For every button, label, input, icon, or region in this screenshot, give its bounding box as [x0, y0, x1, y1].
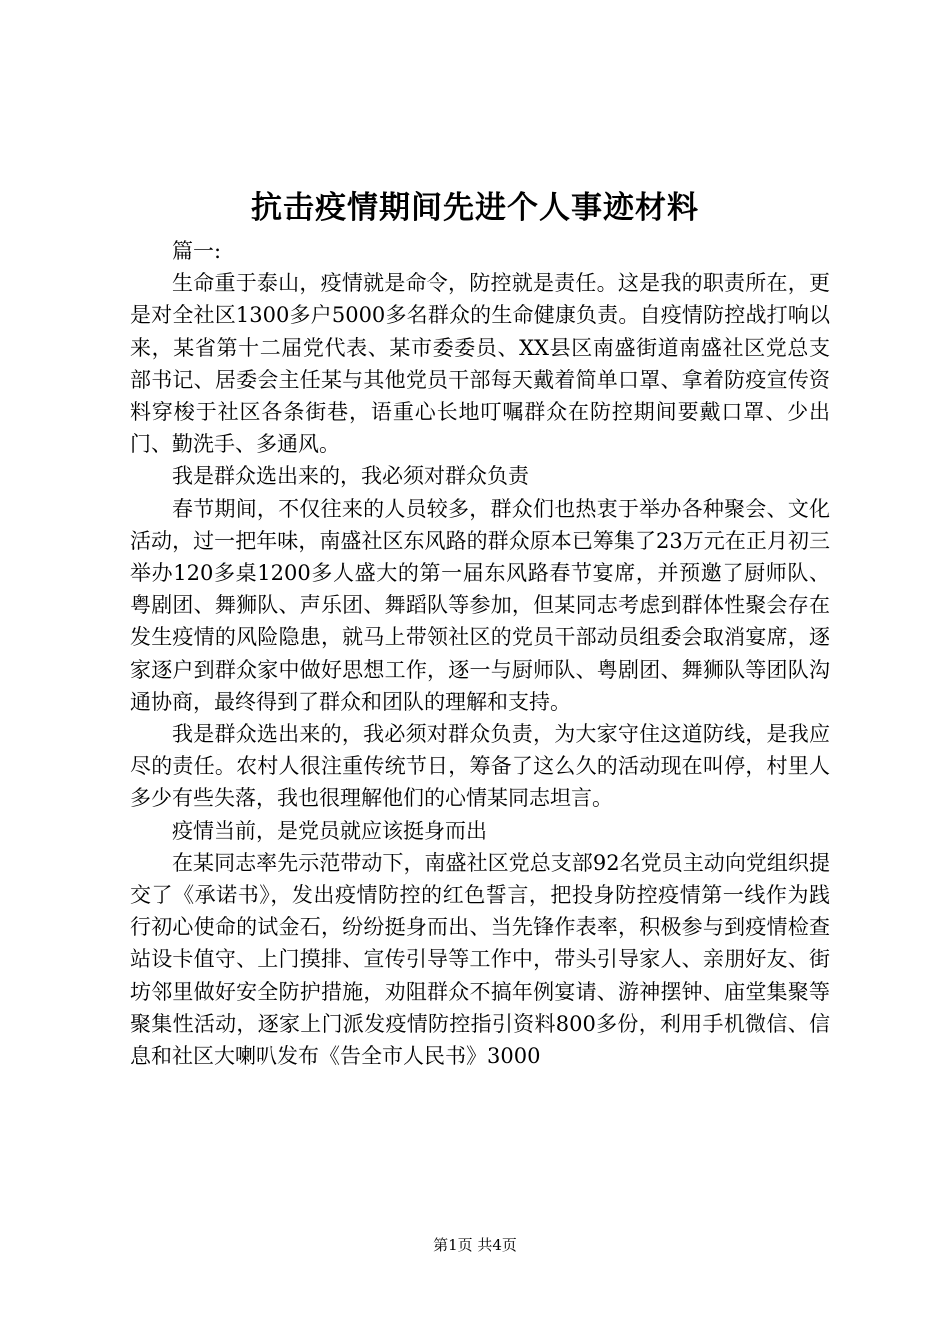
paragraph: 春节期间，不仅往来的人员较多，群众们也热衷于举办各种聚会、文化活动，过一把年味，南盛社区东风路的群众原本已筹集了23万元在正月初三举办120多桌1200多人盛大的第一届东风路春节宴席，并预邀了厨师队、粤剧团、舞狮队、声乐团、舞蹈队等参加，但某同志考虑到群体性聚会存在发生疫情的风险隐患，就马上带领社区的党员干部动员组委会取消宴席，逐家逐户到群众家中做好思想工作，逐一与厨师队、粤剧团、舞狮队等团队沟通协商，最终得到了群众和团队的理解和支持。 [130, 496, 830, 714]
document-body [130, 235, 830, 1072]
subheading: 疫情当前，是党员就应该挺身而出 [172, 818, 487, 843]
page-footer: 第1页 共4页 [433, 1236, 517, 1254]
section-label: 篇一: [172, 239, 222, 263]
paragraph: 在某同志率先示范带动下，南盛社区党总支部92名党员主动向党组织提交了《承诺书》，发出疫情防控的红色誓言，把投身防控疫情第一线作为践行初心使命的试金石，纷纷挺身而出、当先锋作表率，积极参与到疫情检查站设卡值守、上门摸排、宣传引导等工作中，带头引导家人、亲朋好友、街坊邻里做好安全防护措施，劝阻群众不搞年例宴请、游神摆钟、庙堂集聚等聚集性活动，逐家上门派发疫情防控指引资料800多份，利用手机微信、信息和社区大喇叭发布《告全市人民书》3000 [130, 850, 830, 1069]
paragraph: 我是群众选出来的，我必须对群众负责，为大家守住这道防线，是我应尽的责任。农村人很注重传统节日，筹备了这么久的活动现在叫停，村里人多少有些失落，我也很理解他们的心情某同志坦言。 [130, 722, 830, 811]
subheading: 我是群众选出来的，我必须对群众负责 [172, 464, 529, 489]
document-title: 抗击疫情期间先进个人事迹材料 [251, 190, 699, 226]
paragraph: 生命重于泰山，疫情就是命令，防控就是责任。这是我的职责所在，更是对全社区1300多户5000多名群众的生命健康负责。自疫情防控战打响以来，某省第十二届党代表、某市委委员、XX县区南盛街道南盛社区党总支部书记、居委会主任某与其他党员干部每天戴着简单口罩、拿着防疫宣传资料穿梭于社区各条街巷，语重心长地叮嘱群众在防控期间要戴口罩、少出门、勤洗手、多通风。 [130, 271, 830, 457]
